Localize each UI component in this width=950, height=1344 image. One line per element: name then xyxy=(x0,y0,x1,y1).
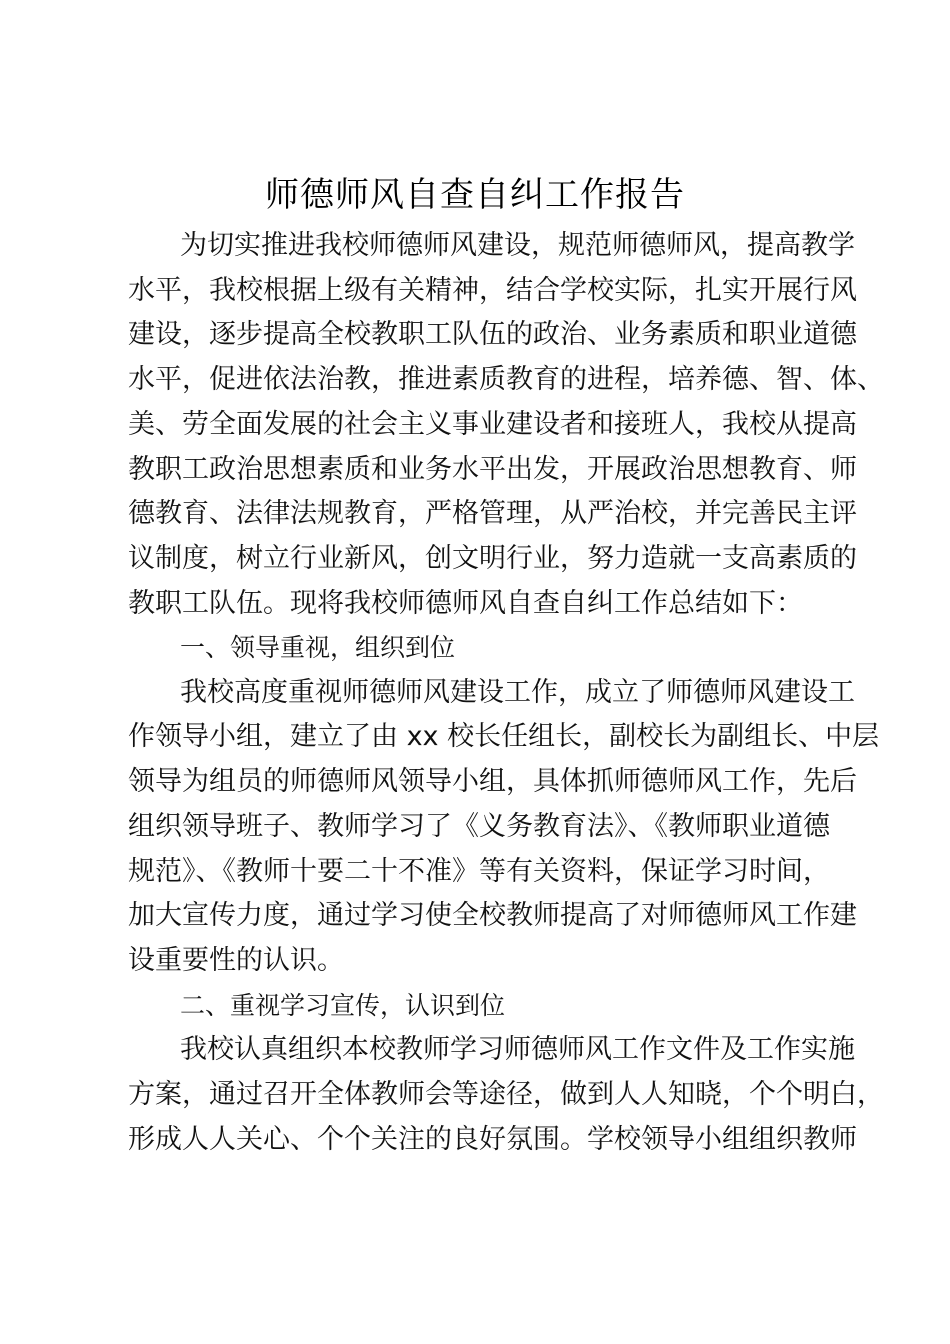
paragraph-line: 设重要性的认识。 xyxy=(128,945,344,976)
paragraph-line: 组织领导班子、教师学习了《义务教育法》、《教师职业道德 xyxy=(128,811,830,842)
paragraph-line: 我校高度重视师德师风建设工作，成立了师德师风建设工 xyxy=(180,677,855,708)
paragraph-line: 美、劳全面发展的社会主义事业建设者和接班人，我校从提高 xyxy=(128,409,857,440)
document-title: 师德师风自查自纠工作报告 xyxy=(265,175,685,215)
paragraph-line: 规范》、《教师十要二十不准》等有关资料，保证学习时间， xyxy=(128,856,830,887)
section-heading: 二、重视学习宣传，认识到位 xyxy=(180,991,506,1020)
paragraph-line: 水平，我校根据上级有关精神，结合学校实际，扎实开展行风 xyxy=(128,275,857,306)
section-heading: 一、领导重视，组织到位 xyxy=(180,633,456,662)
paragraph-line: 为切实推进我校师德师风建设，规范师德师风，提高教学 xyxy=(180,230,855,261)
paragraph-line: 水平，促进依法治教，推进素质教育的进程，培养德、智、体、 xyxy=(128,364,884,395)
paragraph-line: 领导为组员的师德师风领导小组，具体抓师德师风工作，先后 xyxy=(128,766,857,797)
paragraph-line: 教职工政治思想素质和业务水平出发，开展政治思想教育、师 xyxy=(128,454,857,485)
paragraph-line: 作领导小组，建立了由 xx 校长任组长，副校长为副组长、中层 xyxy=(128,721,880,752)
paragraph-line: 建设，逐步提高全校教职工队伍的政治、业务素质和职业道德 xyxy=(128,319,857,350)
paragraph-line: 我校认真组织本校教师学习师德师风工作文件及工作实施 xyxy=(180,1034,855,1065)
paragraph-line: 形成人人关心、个个关注的良好氛围。学校领导小组组织教师 xyxy=(128,1124,857,1155)
paragraph-line: 议制度，树立行业新风，创文明行业，努力造就一支高素质的 xyxy=(128,543,857,574)
paragraph-line: 加大宣传力度，通过学习使全校教师提高了对师德师风工作建 xyxy=(128,900,857,931)
paragraph-line: 教职工队伍。现将我校师德师风自查自纠工作总结如下： xyxy=(128,588,803,619)
paragraph-line: 德教育、法律法规教育，严格管理，从严治校，并完善民主评 xyxy=(128,498,857,529)
paragraph-line: 方案，通过召开全体教师会等途径，做到人人知晓，个个明白， xyxy=(128,1079,884,1110)
